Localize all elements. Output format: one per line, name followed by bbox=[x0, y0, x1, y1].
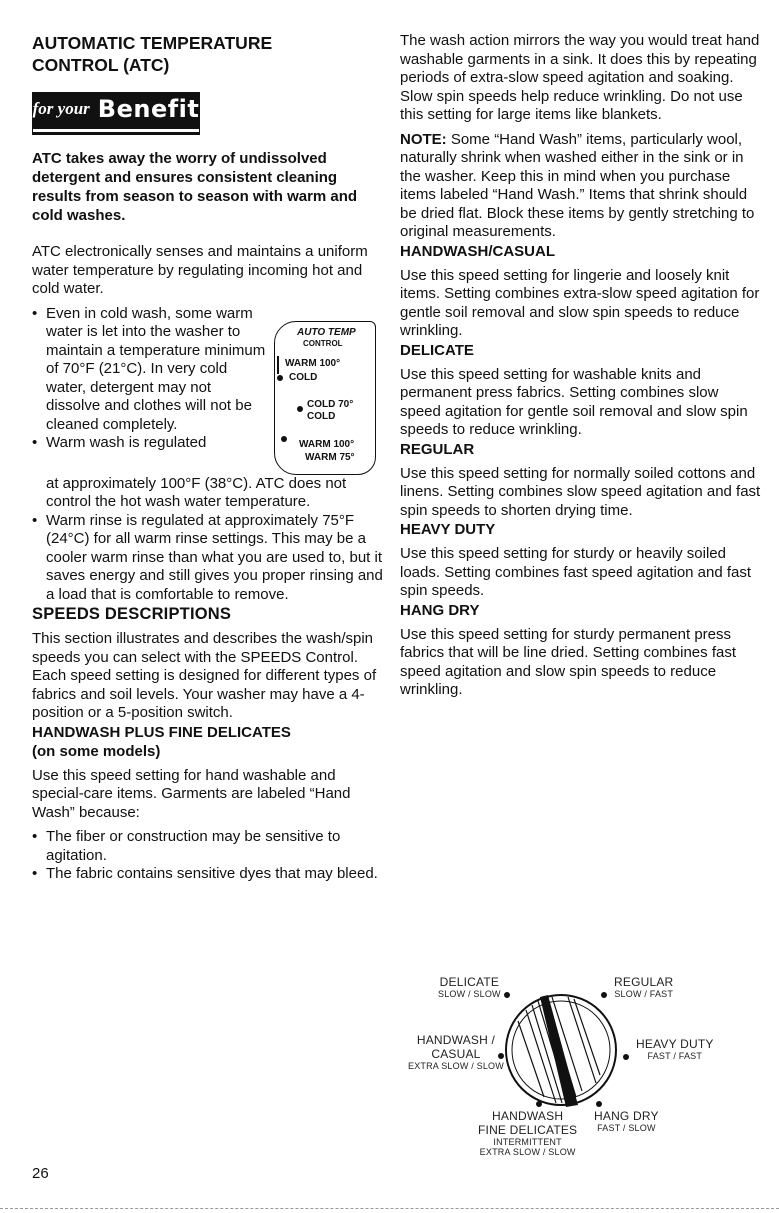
handwash-casual-heading: HANDWASH/CASUAL bbox=[400, 242, 555, 260]
note-text: Some “Hand Wash” items, particularly wool, naturally shrink when washed either in the sink or in the washer. Keep this in mind when you purchase items labeled “Hand Wash.” Items that shrink should be dried flat. Block these items by gently stretching to original measurements. bbox=[400, 130, 755, 240]
handwash-bullet-fiber: • The fiber or construction may be sensitive to agitation. bbox=[32, 828, 384, 865]
dial-handwash-line-3: INTERMITTENT bbox=[493, 1137, 562, 1147]
dial-position-dot bbox=[536, 1101, 542, 1107]
dial-regular-sub: SLOW / FAST bbox=[614, 989, 674, 999]
dial-title-auto-temp: AUTO TEMP bbox=[297, 326, 356, 338]
dial-handwash-casual-sub: EXTRA SLOW / SLOW bbox=[408, 1061, 504, 1071]
heavy-duty-paragraph: Use this speed setting for sturdy or heavily soiled loads. Setting combines fast speed agitation and fast spin speeds. bbox=[400, 545, 752, 599]
dial-handwash-line-2: FINE DELICATES bbox=[478, 1123, 578, 1137]
atc-bullet-cold: • Even in cold wash, some warm water is let into the washer to maintain a temperature minimum of 70°F (21°C). In very cold water, detergent may not dissolve and clothes will not be cleaned completely. bbox=[32, 305, 268, 435]
delicate-paragraph: Use this speed setting for washable knits and permanent press fabrics. Setting combines slow speed agitation for gentle soil removal and slow spin speeds to reduce wrinkling. bbox=[400, 365, 748, 438]
dial-cold-top: COLD bbox=[289, 371, 318, 383]
dial-indicator-dot bbox=[281, 436, 287, 442]
atc-bullet-warm-wash-start: • Warm wash is regulated bbox=[32, 434, 268, 453]
atc-bullets-with-dial bbox=[32, 305, 384, 475]
dial-delicate-text: DELICATE bbox=[439, 975, 500, 989]
heavy-duty-heading: HEAVY DUTY bbox=[400, 521, 496, 538]
dial-tick bbox=[277, 356, 279, 374]
benefit-word: Benefit bbox=[97, 95, 200, 123]
note-label: NOTE: bbox=[400, 130, 447, 148]
hang-dry-paragraph: Use this speed setting for sturdy permanent press fabrics that will be line dried. Setting combines fast speed agitation and slow spin speeds to reduce wrinkling. bbox=[400, 625, 736, 698]
on-some-models-note: (on some models) bbox=[32, 742, 161, 760]
for-your-benefit-banner bbox=[32, 92, 200, 129]
dial-warm-100-bottom: WARM 100° bbox=[299, 438, 355, 450]
dial-position-dot bbox=[596, 1101, 602, 1107]
dial-warm-100-top: WARM 100° bbox=[285, 357, 341, 369]
dial-heavy-duty-sub: FAST / FAST bbox=[647, 1051, 703, 1061]
right-column bbox=[400, 32, 762, 700]
dial-label-handwash-casual bbox=[408, 1033, 504, 1071]
handwash-bullet-dyes: • The fabric contains sensitive dyes that may bleed. bbox=[32, 865, 384, 884]
atc-bullet-warm-rinse: • Warm rinse is regulated at approximately 75°F (24°C) for all warm rinse settings. This may be a cooler warm rinse than what you are used to, but it saves energy and still gives you proper rinsing and a load that is comfortable to remove. bbox=[32, 512, 384, 605]
dial-label-hang-dry bbox=[594, 1109, 659, 1133]
page-bottom-rule bbox=[0, 1208, 779, 1209]
speeds-descriptions-heading: SPEEDS DESCRIPTIONS bbox=[32, 605, 232, 623]
handwash-paragraph: Use this speed setting for hand washable and special-care items. Garments are labeled “Hand Wash” because: bbox=[32, 766, 351, 821]
dial-warm-75: WARM 75° bbox=[305, 451, 355, 463]
regular-paragraph: Use this speed setting for normally soiled cottons and linens. Setting combines slow speed agitation and fast spin speeds to shorten drying time. bbox=[400, 464, 761, 519]
dial-hang-dry-text: HANG DRY bbox=[594, 1109, 659, 1123]
handwash-plus-fine-delicates-heading: HANDWASH PLUS FINE DELICATES bbox=[32, 723, 291, 741]
dial-indicator-dot bbox=[297, 406, 303, 412]
dial-regular-text: REGULAR bbox=[614, 975, 674, 989]
dial-label-handwash-fine-delicates bbox=[478, 1109, 577, 1157]
dial-heavy-duty-text: HEAVY DUTY bbox=[636, 1037, 714, 1051]
dial-handwash-line-4: EXTRA SLOW / SLOW bbox=[479, 1147, 576, 1157]
dial-handwash-casual-line-2: CASUAL bbox=[431, 1047, 481, 1061]
speeds-dial-illustration bbox=[408, 975, 718, 1165]
left-column bbox=[32, 32, 384, 884]
delicate-heading: DELICATE bbox=[400, 341, 474, 359]
hang-dry-heading: HANG DRY bbox=[400, 601, 480, 619]
atc-lead-text: ATC takes away the worry of undissolved detergent and ensures consistent cleaning results from season to season with warm and cold washes. bbox=[32, 150, 358, 224]
dial-hang-dry-sub: FAST / SLOW bbox=[597, 1123, 656, 1133]
dial-label-heavy-duty bbox=[636, 1037, 714, 1061]
handwash-casual-paragraph: Use this speed setting for lingerie and loosely knit items. Setting combines extra-slow speed agitation for gentle soil removal and slow spin speeds to reduce wrinkling. bbox=[400, 266, 760, 339]
note-paragraph bbox=[400, 131, 762, 242]
dial-handwash-casual-line-1: HANDWASH / bbox=[416, 1033, 496, 1047]
speeds-knob bbox=[496, 985, 626, 1115]
benefit-for-your-text: for your bbox=[32, 99, 90, 118]
dial-delicate-sub: SLOW / SLOW bbox=[438, 989, 501, 999]
atc-title-line-2: CONTROL (ATC) bbox=[32, 55, 170, 75]
dial-cold-mid: COLD bbox=[307, 410, 336, 422]
speeds-paragraph: This section illustrates and describes the wash/spin speeds you can select with the SPEEDS Control. Each speed setting is designed for different types of fabrics and soil levels. Your washer may have a 4-position or a 5-position switch. bbox=[32, 630, 377, 721]
dial-handwash-line-1: HANDWASH bbox=[492, 1109, 564, 1123]
dial-label-delicate bbox=[438, 975, 501, 999]
atc-paragraph: ATC electronically senses and maintains a uniform water temperature by regulating incoming hot and cold water. bbox=[32, 243, 368, 297]
dial-title-control: CONTROL bbox=[303, 338, 343, 348]
atc-bullet-warm-wash-rest: at approximately 100°F (38°C). ATC does not control the hot wash water temperature. bbox=[46, 474, 347, 510]
atc-title-line-1: AUTOMATIC TEMPERATURE bbox=[32, 33, 273, 53]
dial-indicator-dot bbox=[277, 375, 283, 381]
atc-title bbox=[32, 32, 384, 76]
dial-cold-70: COLD 70° bbox=[307, 398, 354, 410]
handwash-intro-paragraph: The wash action mirrors the way you would treat hand washable garments in a sink. It does this by repeating periods of extra-slow speed agitation and soaking. Slow spin speeds help reduce wrinkling. Do not use this setting for large items like blankets. bbox=[400, 32, 760, 123]
regular-heading: REGULAR bbox=[400, 440, 475, 458]
page-number: 26 bbox=[32, 1165, 49, 1182]
auto-temp-control-dial bbox=[274, 321, 376, 475]
